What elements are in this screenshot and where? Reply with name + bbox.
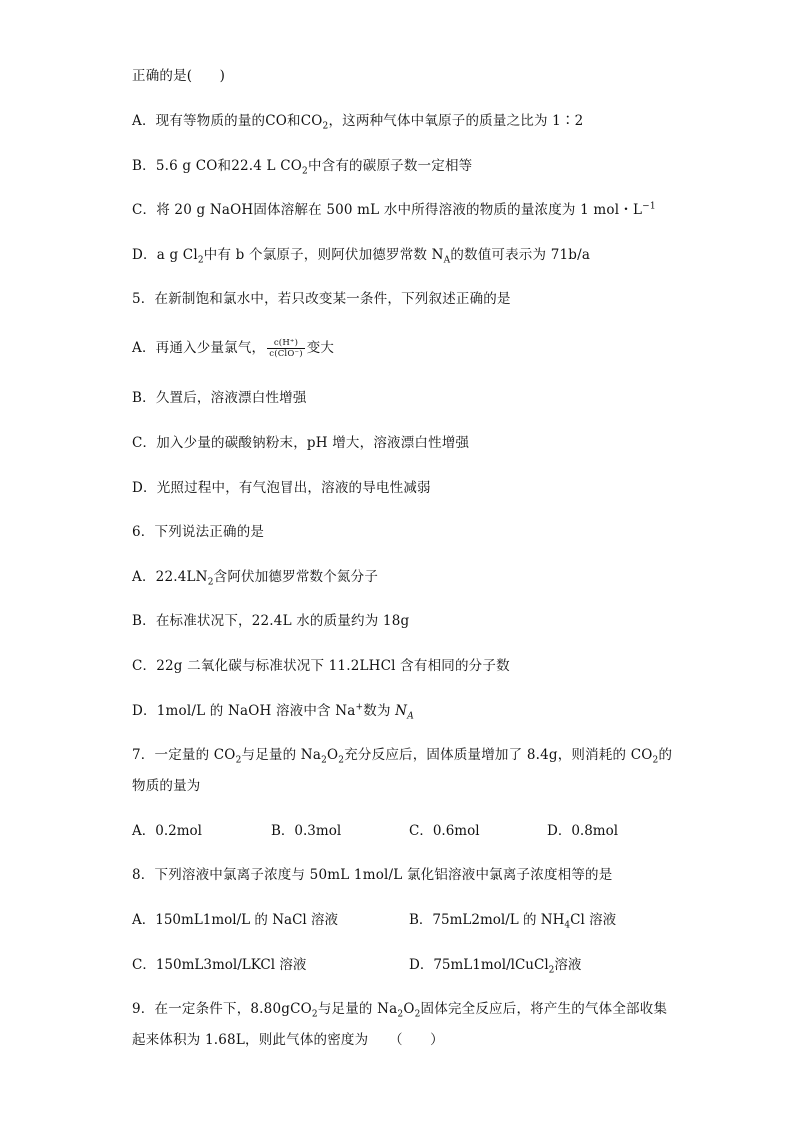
q6-stem: 6．下列说法正确的是 [132, 524, 265, 540]
q8-option-c: C．150mL3mol/LKCl 溶液 [132, 957, 307, 973]
q8-stem: 8．下列溶液中氯离子浓度与 50mL 1mol/L 氯化铝溶液中氯离子浓度相等的是 [132, 867, 613, 883]
q7-stem-line2: 物质的量为 [132, 778, 201, 794]
q5-option-c: C．加入少量的碳酸钠粉末，pH 增大，溶液漂白性增强 [132, 435, 470, 451]
q5-option-b: B．久置后，溶液漂白性增强 [132, 390, 307, 406]
q8-option-d: D．75mL1mol/lCuCl$_2$溶液 [409, 957, 582, 976]
q7-option-a: A．0.2mol [132, 823, 202, 839]
q4-option-a: A．现有等物质的量的CO和$CO_2$，这两种气体中氧原子的质量之比为 1∶2 [132, 113, 584, 132]
q6-option-a: A．$22.4LN_2$含阿伏加德罗常数个氮分子 [132, 569, 379, 588]
q7-option-d: D．0.8mol [547, 823, 619, 839]
q9-stem: 9．在一定条件下，8.80gCO$_2$与足量的 $Na_2O_2$固体完全反应后，将产生的气体全部收集 [132, 1001, 668, 1020]
q4-stem-tail: 正确的是( ) [132, 68, 226, 84]
q6-option-b: B．在标准状况下，22.4L 水的质量约为 18g [132, 613, 410, 629]
q8-option-a: A．150mL1mol/L 的 NaCl 溶液 [132, 912, 339, 928]
q8-option-b: B．75mL2mol/L 的 $NH_4Cl$ 溶液 [409, 912, 617, 931]
q5-option-d: D．光照过程中，有气泡冒出，溶液的导电性减弱 [132, 480, 431, 496]
q5-option-a: A．再通入少量氯气， $\frac{c(H^+)}{\text{c(ClO⁻)}}$ 变大 [132, 338, 335, 359]
q4-option-c: C．将 20 g NaOH固体溶解在 500 mL 水中所得溶液的物质的量浓度为 1 mol・$L^{-1}$ [132, 201, 656, 218]
q7-option-c: C．0.6mol [409, 823, 480, 839]
q6-option-c: C．22g 二氧化碳与标准状况下 11.2LHCl 含有相同的分子数 [132, 658, 510, 674]
q7-stem: 7．一定量的 $CO_2$与足量的 $Na_2O_2$充分反应后，固体质量增加了 8.4g，则消耗的 $CO_2$的 [132, 747, 673, 766]
q4-option-b: B．5.6 g CO和22.4 L $CO_2$中含有的碳原子数一定相等 [132, 158, 473, 177]
q5-fraction: $\frac{c(H^+)}{\text{c(ClO⁻)}}$ [269, 338, 303, 359]
q7-option-b: B．0.3mol [271, 823, 342, 839]
q4-option-d: D．a g $Cl_2$中有 b 个氯原子，则阿伏加德罗常数 $N_A$的数值可表示为 71b/a [132, 247, 591, 266]
q9-stem-line2: 起来体积为 1.68L，则此气体的密度为 （ ） [132, 1032, 444, 1048]
q5-stem: 5．在新制饱和氯水中，若只改变某一条件，下列叙述正确的是 [132, 291, 511, 307]
q6-option-d: D．1mol/L 的 NaOH 溶液中含 Na+数为 $N_A$ [132, 702, 414, 722]
